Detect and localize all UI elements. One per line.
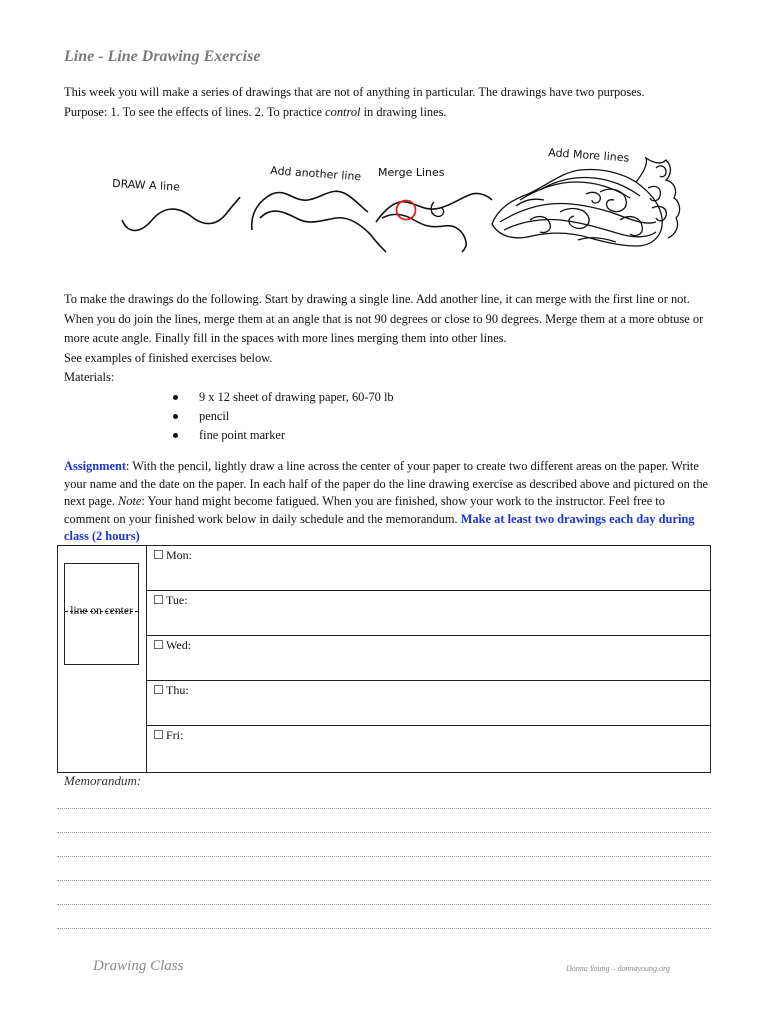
schedule-row-wed[interactable] (147, 636, 710, 681)
list-item: fine point marker (170, 426, 394, 445)
list-item: pencil (170, 407, 394, 426)
page-title: Line - Line Drawing Exercise (64, 48, 261, 65)
daily-schedule-table (57, 545, 711, 773)
label-merge-lines: Merge Lines (378, 166, 445, 179)
examples-note: See examples of finished exercises below. (64, 350, 273, 365)
checkbox-icon[interactable]: ☐ (153, 638, 164, 652)
memo-writing-line[interactable] (57, 904, 711, 905)
label-add-another-line: Add another line (269, 164, 362, 184)
label-add-more-lines: Add More lines (547, 146, 630, 165)
schedule-row-mon[interactable] (147, 546, 710, 591)
day-label: Wed: (166, 638, 192, 652)
day-label: Tue: (166, 593, 188, 607)
assignment-text-a: : With the pencil, lightly draw a line across the center of your paper to create two different areas on the paper. Write your name and the date on the paper. In each half of the paper do the line drawing exercise as described above and pictured on the next page. (64, 459, 709, 508)
assignment-text-b: : Your hand might become fatigued. When you are finished, show your work to the instructor. Feel free to comment on your finished work below in daily schedule and the memorandum. (64, 494, 665, 526)
day-label: Fri: (166, 728, 184, 742)
schedule-row-thu[interactable] (147, 681, 710, 726)
list-item: 9 x 12 sheet of drawing paper, 60-70 lb (170, 388, 394, 407)
instructions-paragraph (64, 290, 714, 388)
checkbox-icon[interactable]: ☐ (153, 548, 164, 562)
drawing-merge-b (382, 214, 466, 252)
intro-purpose-end: in drawing lines. (360, 104, 447, 119)
checkbox-icon[interactable]: ☐ (153, 683, 164, 697)
materials-label: Materials: (64, 370, 115, 384)
intro-paragraph (64, 83, 714, 122)
intro-purpose-text: Purpose: 1. To see the effects of lines. 2. To practice (64, 104, 326, 119)
example-drawings (100, 142, 700, 262)
drawing-merge-a (376, 193, 492, 222)
day-label: Thu: (166, 683, 189, 697)
intro-control-word: control (325, 104, 361, 119)
assignment-label: Assignment (64, 459, 126, 473)
footer-course-title: Drawing Class (93, 958, 184, 974)
label-draw-a-line: DRAW A line (111, 177, 181, 194)
example-drawings-figure (100, 142, 700, 262)
memo-writing-line[interactable] (57, 880, 711, 881)
materials-list (170, 388, 394, 445)
memo-writing-line[interactable] (57, 928, 711, 929)
schedule-diagram-cell (58, 546, 147, 772)
memo-writing-line[interactable] (57, 856, 711, 857)
footer-credit: Donna Young – donnayoung.org (566, 964, 670, 973)
center-dashed-line (65, 611, 138, 612)
schedule-row-tue[interactable] (147, 591, 710, 636)
instructions-text: To make the drawings do the following. Start by drawing a single line. Add another line, it can merge with the first line or not. When you do join the lines, merge them at an angle that is not 90 degrees or close to 90 degrees. Merge them at a more obtuse or more acute angle. Finally fill in the spaces with more lines merging them into other lines. (64, 292, 704, 345)
checkbox-icon[interactable]: ☐ (153, 728, 164, 742)
memo-writing-line[interactable] (57, 808, 711, 809)
memo-writing-line[interactable] (57, 832, 711, 833)
day-label: Mon: (166, 548, 193, 562)
assignment-emphasis: Make at least two drawings each day during class (2 hours) (64, 511, 695, 543)
memorandum-label: Memorandum: (64, 773, 142, 788)
note-label: Note (118, 494, 142, 508)
intro-line-1: This week you will make a series of drawings that are not of anything in particular. The drawings have two purposes. (64, 85, 645, 99)
drawing-single-line (122, 197, 240, 231)
assignment-paragraph (64, 458, 714, 546)
drawing-filled-lines (492, 158, 680, 246)
drawing-line-b (260, 211, 386, 252)
intro-line-2 (64, 103, 714, 123)
diagram-label: line on center (70, 605, 133, 617)
checkbox-icon[interactable]: ☐ (153, 593, 164, 607)
drawing-line-a (252, 191, 368, 230)
schedule-row-fri[interactable] (147, 726, 710, 771)
paper-diagram (64, 563, 139, 665)
